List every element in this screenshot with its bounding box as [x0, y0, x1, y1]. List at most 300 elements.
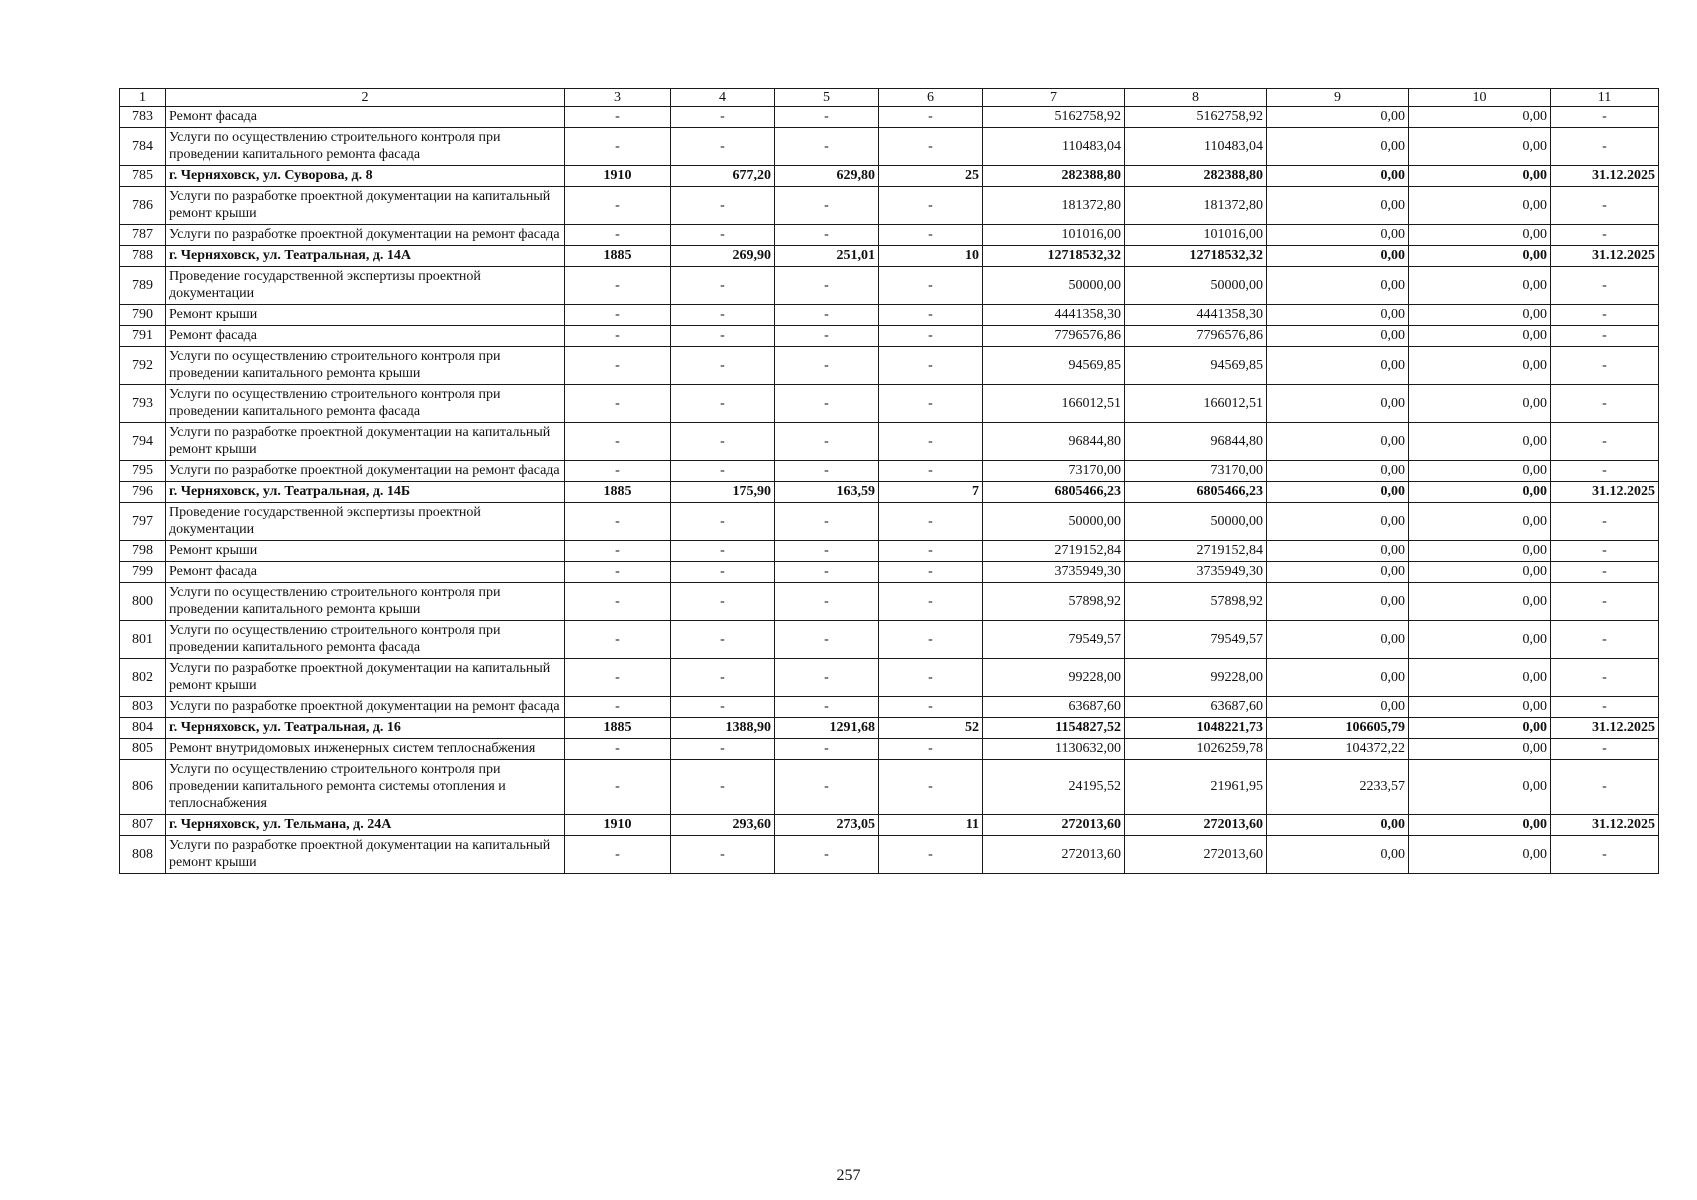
owners-cost-cell: 0,00	[1409, 718, 1551, 739]
deadline-cell: -	[1551, 187, 1659, 225]
column-header: 5	[775, 89, 879, 107]
deadline-cell: -	[1551, 697, 1659, 718]
address-row	[120, 482, 1659, 503]
deadline-cell: -	[1551, 423, 1659, 461]
row-number-cell: 801	[120, 621, 166, 659]
budget-cost-cell: 0,00	[1267, 815, 1409, 836]
column-header: 6	[879, 89, 983, 107]
fund-cost-cell: 181372,80	[1125, 187, 1267, 225]
fund-cost-cell: 272013,60	[1125, 815, 1267, 836]
page-number: 257	[836, 1167, 861, 1184]
work-item-row	[120, 107, 1659, 128]
row-number-cell: 792	[120, 347, 166, 385]
living-area-cell: -	[775, 562, 879, 583]
work-item-row	[120, 503, 1659, 541]
budget-cost-cell: 0,00	[1267, 187, 1409, 225]
row-number-cell: 789	[120, 267, 166, 305]
work-item-row	[120, 697, 1659, 718]
row-number-cell: 808	[120, 836, 166, 874]
living-area-cell: -	[775, 541, 879, 562]
deadline-cell: 31.12.2025	[1551, 482, 1659, 503]
owners-cost-cell: 0,00	[1409, 739, 1551, 760]
fund-cost-cell: 50000,00	[1125, 267, 1267, 305]
living-area-cell: -	[775, 326, 879, 347]
budget-cost-cell: 0,00	[1267, 541, 1409, 562]
owners-cost-cell: 0,00	[1409, 815, 1551, 836]
residents-cell: -	[879, 461, 983, 482]
budget-cost-cell: 0,00	[1267, 482, 1409, 503]
budget-cost-cell: 0,00	[1267, 326, 1409, 347]
total-area-cell: -	[671, 107, 775, 128]
total-area-cell: -	[671, 503, 775, 541]
year-built-cell: 1885	[565, 718, 671, 739]
residents-cell: -	[879, 187, 983, 225]
residents-cell: -	[879, 562, 983, 583]
total-cost-cell: 50000,00	[983, 503, 1125, 541]
year-built-cell: -	[565, 503, 671, 541]
living-area-cell: -	[775, 461, 879, 482]
deadline-cell: -	[1551, 107, 1659, 128]
address-row	[120, 246, 1659, 267]
deadline-cell: -	[1551, 305, 1659, 326]
total-area-cell: 269,90	[671, 246, 775, 267]
column-header: 10	[1409, 89, 1551, 107]
total-area-cell: -	[671, 541, 775, 562]
deadline-cell: -	[1551, 225, 1659, 246]
total-area-cell: -	[671, 128, 775, 166]
work-item-row	[120, 347, 1659, 385]
fund-cost-cell: 6805466,23	[1125, 482, 1267, 503]
budget-cost-cell: 0,00	[1267, 128, 1409, 166]
living-area-cell: 251,01	[775, 246, 879, 267]
work-item-row	[120, 267, 1659, 305]
work-item-row	[120, 621, 1659, 659]
total-area-cell: -	[671, 697, 775, 718]
year-built-cell: -	[565, 461, 671, 482]
living-area-cell: 1291,68	[775, 718, 879, 739]
fund-cost-cell: 73170,00	[1125, 461, 1267, 482]
year-built-cell: -	[565, 760, 671, 815]
residents-cell: -	[879, 541, 983, 562]
living-area-cell: -	[775, 659, 879, 697]
total-cost-cell: 101016,00	[983, 225, 1125, 246]
work-item-row	[120, 760, 1659, 815]
total-area-cell: 175,90	[671, 482, 775, 503]
deadline-cell: -	[1551, 326, 1659, 347]
owners-cost-cell: 0,00	[1409, 267, 1551, 305]
owners-cost-cell: 0,00	[1409, 541, 1551, 562]
living-area-cell: -	[775, 423, 879, 461]
living-area-cell: -	[775, 739, 879, 760]
owners-cost-cell: 0,00	[1409, 128, 1551, 166]
work-name-cell: Ремонт внутридомовых инженерных систем теплоснабжения	[166, 739, 565, 760]
work-item-row	[120, 225, 1659, 246]
row-number-cell: 783	[120, 107, 166, 128]
living-area-cell: 629,80	[775, 166, 879, 187]
deadline-cell: 31.12.2025	[1551, 246, 1659, 267]
work-name-cell: Услуги по разработке проектной документации на капитальный ремонт крыши	[166, 187, 565, 225]
work-item-row	[120, 541, 1659, 562]
total-area-cell: -	[671, 621, 775, 659]
living-area-cell: -	[775, 128, 879, 166]
total-cost-cell: 272013,60	[983, 815, 1125, 836]
owners-cost-cell: 0,00	[1409, 347, 1551, 385]
row-number-cell: 802	[120, 659, 166, 697]
total-area-cell: -	[671, 347, 775, 385]
row-number-cell: 807	[120, 815, 166, 836]
living-area-cell: -	[775, 187, 879, 225]
year-built-cell: -	[565, 621, 671, 659]
fund-cost-cell: 3735949,30	[1125, 562, 1267, 583]
living-area-cell: -	[775, 267, 879, 305]
owners-cost-cell: 0,00	[1409, 836, 1551, 874]
work-item-row	[120, 423, 1659, 461]
total-area-cell: -	[671, 187, 775, 225]
work-item-row	[120, 562, 1659, 583]
living-area-cell: -	[775, 305, 879, 326]
residents-cell: 25	[879, 166, 983, 187]
address-row	[120, 718, 1659, 739]
total-cost-cell: 282388,80	[983, 166, 1125, 187]
budget-cost-cell: 104372,22	[1267, 739, 1409, 760]
row-number-cell: 794	[120, 423, 166, 461]
work-name-cell: Услуги по разработке проектной документации на ремонт фасада	[166, 461, 565, 482]
work-name-cell: Ремонт фасада	[166, 562, 565, 583]
year-built-cell: -	[565, 305, 671, 326]
fund-cost-cell: 12718532,32	[1125, 246, 1267, 267]
total-area-cell: -	[671, 461, 775, 482]
deadline-cell: -	[1551, 347, 1659, 385]
row-number-cell: 785	[120, 166, 166, 187]
owners-cost-cell: 0,00	[1409, 697, 1551, 718]
owners-cost-cell: 0,00	[1409, 482, 1551, 503]
fund-cost-cell: 50000,00	[1125, 503, 1267, 541]
deadline-cell: -	[1551, 267, 1659, 305]
budget-cost-cell: 106605,79	[1267, 718, 1409, 739]
row-number-cell: 803	[120, 697, 166, 718]
total-cost-cell: 3735949,30	[983, 562, 1125, 583]
residents-cell: -	[879, 305, 983, 326]
residents-cell: -	[879, 697, 983, 718]
column-header: 3	[565, 89, 671, 107]
owners-cost-cell: 0,00	[1409, 461, 1551, 482]
work-name-cell: г. Черняховск, ул. Театральная, д. 16	[166, 718, 565, 739]
year-built-cell: -	[565, 562, 671, 583]
work-item-row	[120, 583, 1659, 621]
year-built-cell: -	[565, 128, 671, 166]
column-header: 11	[1551, 89, 1659, 107]
deadline-cell: -	[1551, 541, 1659, 562]
work-name-cell: Проведение государственной экспертизы проектной документации	[166, 267, 565, 305]
residents-cell: 11	[879, 815, 983, 836]
year-built-cell: 1910	[565, 166, 671, 187]
work-name-cell: Услуги по разработке проектной документации на капитальный ремонт крыши	[166, 423, 565, 461]
budget-cost-cell: 0,00	[1267, 107, 1409, 128]
row-number-cell: 796	[120, 482, 166, 503]
owners-cost-cell: 0,00	[1409, 583, 1551, 621]
owners-cost-cell: 0,00	[1409, 187, 1551, 225]
deadline-cell: 31.12.2025	[1551, 166, 1659, 187]
year-built-cell: -	[565, 697, 671, 718]
work-name-cell: Услуги по разработке проектной документации на ремонт фасада	[166, 225, 565, 246]
row-number-cell: 798	[120, 541, 166, 562]
fund-cost-cell: 101016,00	[1125, 225, 1267, 246]
total-area-cell: -	[671, 385, 775, 423]
deadline-cell: 31.12.2025	[1551, 815, 1659, 836]
work-name-cell: г. Черняховск, ул. Суворова, д. 8	[166, 166, 565, 187]
total-area-cell: 677,20	[671, 166, 775, 187]
residents-cell: -	[879, 107, 983, 128]
living-area-cell: 163,59	[775, 482, 879, 503]
work-name-cell: Услуги по осуществлению строительного контроля при проведении капитального ремонта фасада	[166, 621, 565, 659]
living-area-cell: -	[775, 583, 879, 621]
year-built-cell: 1885	[565, 482, 671, 503]
fund-cost-cell: 79549,57	[1125, 621, 1267, 659]
year-built-cell: -	[565, 385, 671, 423]
table-body	[120, 89, 1659, 874]
work-name-cell: Ремонт крыши	[166, 541, 565, 562]
fund-cost-cell: 4441358,30	[1125, 305, 1267, 326]
total-cost-cell: 94569,85	[983, 347, 1125, 385]
work-name-cell: Услуги по осуществлению строительного контроля при проведении капитального ремонта системы отопления и теплоснабжения	[166, 760, 565, 815]
residents-cell: -	[879, 347, 983, 385]
total-cost-cell: 1154827,52	[983, 718, 1125, 739]
owners-cost-cell: 0,00	[1409, 326, 1551, 347]
work-item-row	[120, 128, 1659, 166]
residents-cell: -	[879, 621, 983, 659]
work-name-cell: Проведение государственной экспертизы проектной документации	[166, 503, 565, 541]
row-number-cell: 806	[120, 760, 166, 815]
fund-cost-cell: 99228,00	[1125, 659, 1267, 697]
owners-cost-cell: 0,00	[1409, 107, 1551, 128]
row-number-cell: 805	[120, 739, 166, 760]
year-built-cell: -	[565, 267, 671, 305]
column-header: 9	[1267, 89, 1409, 107]
year-built-cell: -	[565, 836, 671, 874]
fund-cost-cell: 282388,80	[1125, 166, 1267, 187]
owners-cost-cell: 0,00	[1409, 659, 1551, 697]
fund-cost-cell: 96844,80	[1125, 423, 1267, 461]
work-name-cell: Ремонт фасада	[166, 107, 565, 128]
total-cost-cell: 110483,04	[983, 128, 1125, 166]
year-built-cell: -	[565, 739, 671, 760]
fund-cost-cell: 7796576,86	[1125, 326, 1267, 347]
residents-cell: -	[879, 385, 983, 423]
total-area-cell: -	[671, 659, 775, 697]
column-header: 2	[166, 89, 565, 107]
living-area-cell: -	[775, 225, 879, 246]
total-cost-cell: 7796576,86	[983, 326, 1125, 347]
work-name-cell: Ремонт фасада	[166, 326, 565, 347]
residents-cell: -	[879, 225, 983, 246]
living-area-cell: -	[775, 760, 879, 815]
living-area-cell: -	[775, 697, 879, 718]
residents-cell: -	[879, 423, 983, 461]
work-name-cell: Услуги по осуществлению строительного контроля при проведении капитального ремонта крыши	[166, 347, 565, 385]
column-header: 4	[671, 89, 775, 107]
deadline-cell: -	[1551, 583, 1659, 621]
budget-cost-cell: 2233,57	[1267, 760, 1409, 815]
deadline-cell: -	[1551, 128, 1659, 166]
deadline-cell: -	[1551, 739, 1659, 760]
total-cost-cell: 181372,80	[983, 187, 1125, 225]
owners-cost-cell: 0,00	[1409, 760, 1551, 815]
work-name-cell: Ремонт крыши	[166, 305, 565, 326]
work-item-row	[120, 305, 1659, 326]
budget-cost-cell: 0,00	[1267, 385, 1409, 423]
total-area-cell: -	[671, 305, 775, 326]
total-cost-cell: 50000,00	[983, 267, 1125, 305]
fund-cost-cell: 1048221,73	[1125, 718, 1267, 739]
work-item-row	[120, 461, 1659, 482]
deadline-cell: -	[1551, 503, 1659, 541]
work-item-row	[120, 385, 1659, 423]
deadline-cell: -	[1551, 760, 1659, 815]
residents-cell: -	[879, 836, 983, 874]
deadline-cell: -	[1551, 836, 1659, 874]
work-item-row	[120, 836, 1659, 874]
work-name-cell: г. Черняховск, ул. Тельмана, д. 24А	[166, 815, 565, 836]
budget-cost-cell: 0,00	[1267, 562, 1409, 583]
residents-cell: 52	[879, 718, 983, 739]
row-number-cell: 795	[120, 461, 166, 482]
budget-cost-cell: 0,00	[1267, 621, 1409, 659]
year-built-cell: 1885	[565, 246, 671, 267]
deadline-cell: -	[1551, 385, 1659, 423]
residents-cell: -	[879, 326, 983, 347]
budget-cost-cell: 0,00	[1267, 423, 1409, 461]
address-row	[120, 166, 1659, 187]
total-cost-cell: 63687,60	[983, 697, 1125, 718]
budget-cost-cell: 0,00	[1267, 583, 1409, 621]
residents-cell: -	[879, 583, 983, 621]
row-number-cell: 804	[120, 718, 166, 739]
budget-cost-cell: 0,00	[1267, 166, 1409, 187]
fund-cost-cell: 94569,85	[1125, 347, 1267, 385]
total-cost-cell: 2719152,84	[983, 541, 1125, 562]
total-area-cell: -	[671, 326, 775, 347]
year-built-cell: -	[565, 107, 671, 128]
row-number-cell: 788	[120, 246, 166, 267]
total-cost-cell: 57898,92	[983, 583, 1125, 621]
total-area-cell: -	[671, 760, 775, 815]
column-header: 1	[120, 89, 166, 107]
total-cost-cell: 96844,80	[983, 423, 1125, 461]
work-name-cell: Услуги по разработке проектной документации на капитальный ремонт крыши	[166, 836, 565, 874]
budget-cost-cell: 0,00	[1267, 503, 1409, 541]
deadline-cell: 31.12.2025	[1551, 718, 1659, 739]
document-sheet	[119, 88, 1658, 874]
row-number-cell: 787	[120, 225, 166, 246]
owners-cost-cell: 0,00	[1409, 621, 1551, 659]
total-area-cell: -	[671, 267, 775, 305]
budget-cost-cell: 0,00	[1267, 305, 1409, 326]
budget-cost-cell: 0,00	[1267, 461, 1409, 482]
repair-schedule-table	[119, 88, 1659, 874]
year-built-cell: -	[565, 225, 671, 246]
year-built-cell: 1910	[565, 815, 671, 836]
total-cost-cell: 4441358,30	[983, 305, 1125, 326]
work-name-cell: Услуги по осуществлению строительного контроля при проведении капитального ремонта фасада	[166, 385, 565, 423]
budget-cost-cell: 0,00	[1267, 347, 1409, 385]
year-built-cell: -	[565, 659, 671, 697]
budget-cost-cell: 0,00	[1267, 267, 1409, 305]
work-item-row	[120, 659, 1659, 697]
owners-cost-cell: 0,00	[1409, 246, 1551, 267]
total-cost-cell: 5162758,92	[983, 107, 1125, 128]
deadline-cell: -	[1551, 461, 1659, 482]
owners-cost-cell: 0,00	[1409, 503, 1551, 541]
total-cost-cell: 12718532,32	[983, 246, 1125, 267]
work-name-cell: г. Черняховск, ул. Театральная, д. 14Б	[166, 482, 565, 503]
fund-cost-cell: 166012,51	[1125, 385, 1267, 423]
total-cost-cell: 73170,00	[983, 461, 1125, 482]
row-number-cell: 797	[120, 503, 166, 541]
owners-cost-cell: 0,00	[1409, 562, 1551, 583]
residents-cell: -	[879, 760, 983, 815]
work-name-cell: Услуги по разработке проектной документации на капитальный ремонт крыши	[166, 659, 565, 697]
owners-cost-cell: 0,00	[1409, 423, 1551, 461]
fund-cost-cell: 57898,92	[1125, 583, 1267, 621]
row-number-cell: 790	[120, 305, 166, 326]
total-cost-cell: 1130632,00	[983, 739, 1125, 760]
owners-cost-cell: 0,00	[1409, 385, 1551, 423]
living-area-cell: -	[775, 836, 879, 874]
total-cost-cell: 24195,52	[983, 760, 1125, 815]
total-cost-cell: 79549,57	[983, 621, 1125, 659]
total-area-cell: -	[671, 225, 775, 246]
row-number-cell: 793	[120, 385, 166, 423]
row-number-cell: 786	[120, 187, 166, 225]
column-header: 8	[1125, 89, 1267, 107]
year-built-cell: -	[565, 326, 671, 347]
work-item-row	[120, 187, 1659, 225]
deadline-cell: -	[1551, 562, 1659, 583]
residents-cell: -	[879, 739, 983, 760]
year-built-cell: -	[565, 423, 671, 461]
fund-cost-cell: 5162758,92	[1125, 107, 1267, 128]
budget-cost-cell: 0,00	[1267, 225, 1409, 246]
fund-cost-cell: 21961,95	[1125, 760, 1267, 815]
total-area-cell: -	[671, 423, 775, 461]
residents-cell: -	[879, 659, 983, 697]
living-area-cell: -	[775, 503, 879, 541]
column-number-header-row	[120, 89, 1659, 107]
living-area-cell: 273,05	[775, 815, 879, 836]
work-name-cell: Услуги по разработке проектной документации на ремонт фасада	[166, 697, 565, 718]
work-name-cell: Услуги по осуществлению строительного контроля при проведении капитального ремонта крыши	[166, 583, 565, 621]
total-cost-cell: 166012,51	[983, 385, 1125, 423]
living-area-cell: -	[775, 385, 879, 423]
living-area-cell: -	[775, 347, 879, 385]
fund-cost-cell: 2719152,84	[1125, 541, 1267, 562]
year-built-cell: -	[565, 583, 671, 621]
row-number-cell: 791	[120, 326, 166, 347]
row-number-cell: 784	[120, 128, 166, 166]
work-name-cell: Услуги по осуществлению строительного контроля при проведении капитального ремонта фасада	[166, 128, 565, 166]
residents-cell: 10	[879, 246, 983, 267]
total-area-cell: -	[671, 836, 775, 874]
deadline-cell: -	[1551, 621, 1659, 659]
total-area-cell: -	[671, 562, 775, 583]
total-area-cell: 293,60	[671, 815, 775, 836]
budget-cost-cell: 0,00	[1267, 246, 1409, 267]
residents-cell: -	[879, 503, 983, 541]
column-header: 7	[983, 89, 1125, 107]
work-item-row	[120, 326, 1659, 347]
year-built-cell: -	[565, 541, 671, 562]
fund-cost-cell: 1026259,78	[1125, 739, 1267, 760]
